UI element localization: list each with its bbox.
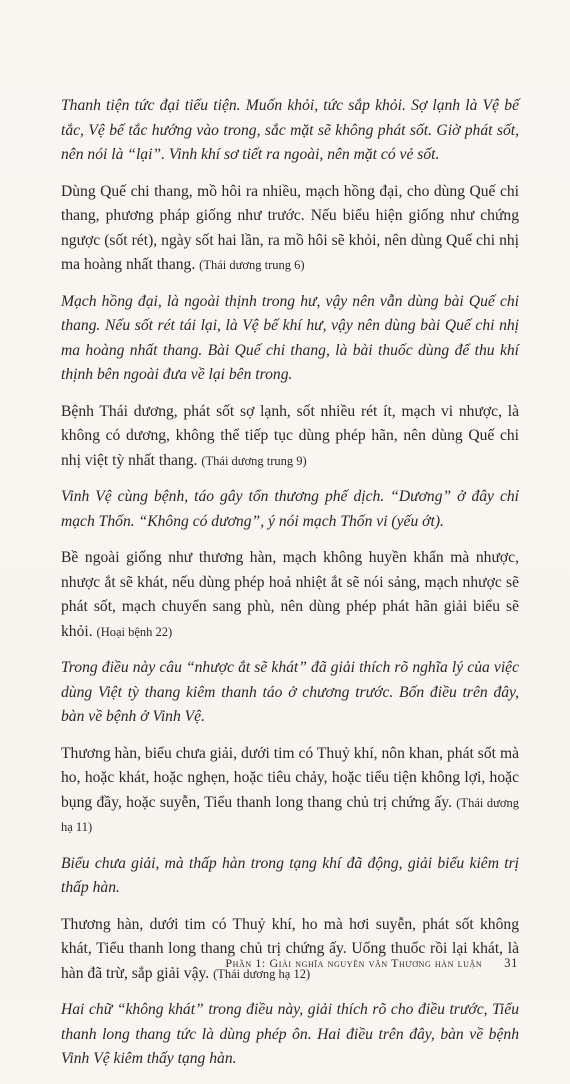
running-title: Phần 1: Giải nghĩa nguyên văn Thương hàn luận — [225, 956, 483, 970]
paragraph-7 — [61, 656, 519, 730]
citation: (Thái dương trung 6) — [199, 258, 305, 272]
page-body — [61, 94, 519, 1084]
citation: (Thái dương trung 9) — [201, 453, 307, 468]
paragraph-4 — [61, 400, 519, 474]
paragraph-10 — [61, 913, 519, 987]
citation: (Hoại bệnh 22) — [96, 624, 173, 639]
paragraph-9 — [61, 852, 519, 901]
paragraph-6 — [61, 546, 519, 644]
paragraph-1 — [61, 94, 519, 168]
page-footer — [0, 956, 518, 971]
paragraph-3 — [61, 290, 519, 388]
citation: (Thái dương hạ 11) — [61, 795, 519, 834]
paragraph-5-text: Vinh Vệ cùng bệnh, táo gây tổn thương phế dịch. “Dương” ở đây chỉ mạch Thốn. “Không có dương”, ý nói mạch Thốn vi (yếu ớt). — [61, 488, 519, 530]
paragraph-2 — [61, 180, 519, 278]
citation: (Thái dương hạ 12) — [213, 966, 311, 981]
paragraph-6-text: Bề ngoài giống như thương hàn, mạch không huyền khẩn mà nhược, nhược ắt sẽ khát, nếu dùng phép hoả nhiệt ắt sẽ nói sảng, mạch nhược sẽ phát sốt, mạch chuyển sang phù, nên dùng phép phát hãn giải biểu sẽ khỏi. — [61, 549, 519, 640]
paragraph-11-text: Hai chữ “không khát” trong điều này, giải thích rõ cho điều trước, Tiểu thanh long thang tức là dùng phép ôn. Hai điều trên đây, bàn về bệnh Vinh Vệ kiêm thấy tạng hàn. — [61, 1001, 519, 1067]
paragraph-5 — [61, 485, 519, 534]
page-number: 31 — [504, 956, 518, 970]
paragraph-10-text: Thương hàn, dưới tim có Thuỷ khí, ho mà hơi suyễn, phát sốt không khát, Tiểu thanh long thang chủ trị chứng ấy. Uống thuốc rồi lại khát, là hàn đã trừ, sắp giải vậy. — [61, 915, 519, 982]
paragraph-3-text: Mạch hồng đại, là ngoài thịnh trong hư, vậy nên vẫn dùng bài Quế chi thang. Nếu sốt rét tái lại, là Vệ bế khí hư, vậy nên dùng bài Quế chi nhị ma hoàng nhất thang. Bài Quế chi thang, là bài thuốc dùng để thu khí thịnh bên ngoài đưa về lại bên trong. — [61, 292, 519, 383]
paragraph-8-text: Thương hàn, biểu chưa giải, dưới tim có Thuỷ khí, nôn khan, phát sốt mà ho, hoặc khát, hoặc nghẹn, hoặc tiêu chảy, hoặc tiểu tiện không lợi, hoặc bụng đầy, hoặc suyễn, Tiểu thanh long thang chủ trị chứng ấy. — [61, 744, 519, 811]
paragraph-4-text: Bệnh Thái dương, phát sốt sợ lạnh, sốt nhiều rét ít, mạch vi nhược, là không có dương, không thể tiếp tục dùng phép hãn, nên dùng Quế chi nhị việt tỳ nhất thang. — [61, 402, 519, 469]
paragraph-2-text: Dùng Quế chi thang, mồ hôi ra nhiều, mạch hồng đại, cho dùng Quế chi thang, phương pháp giống như trước. Nếu biểu hiện giống như chứng ngược (sốt rét), ngày sốt hai lần, ra mồ hôi sẽ khỏi, nên dùng Quế chi nhị ma hoàng nhất thang. — [61, 182, 519, 273]
paragraph-7-text: Trong điều này câu “nhược ắt sẽ khát” đã giải thích rõ nghĩa lý của việc dùng Việt tỳ thang kiêm thanh táo ở chương trước. Bốn điều trên đây, bàn về bệnh ở Vinh Vệ. — [61, 659, 519, 725]
paragraph-8 — [61, 742, 519, 840]
paragraph-11 — [61, 998, 519, 1072]
paragraph-9-text: Biểu chưa giải, mà thấp hàn trong tạng khí đã động, giải biểu kiêm trị thấp hàn. — [61, 854, 519, 896]
paragraph-1-text: Thanh tiện tức đại tiểu tiện. Muốn khỏi, tức sắp khỏi. Sợ lạnh là Vệ bế tắc, Vệ bế tắc hướng vào trong, sắc mặt sẽ không phát sốt. Giờ phát sốt, nên nói là “lại”. Vinh khí sơ tiết ra ngoài, nên mặt có vẻ sốt. — [61, 97, 519, 163]
